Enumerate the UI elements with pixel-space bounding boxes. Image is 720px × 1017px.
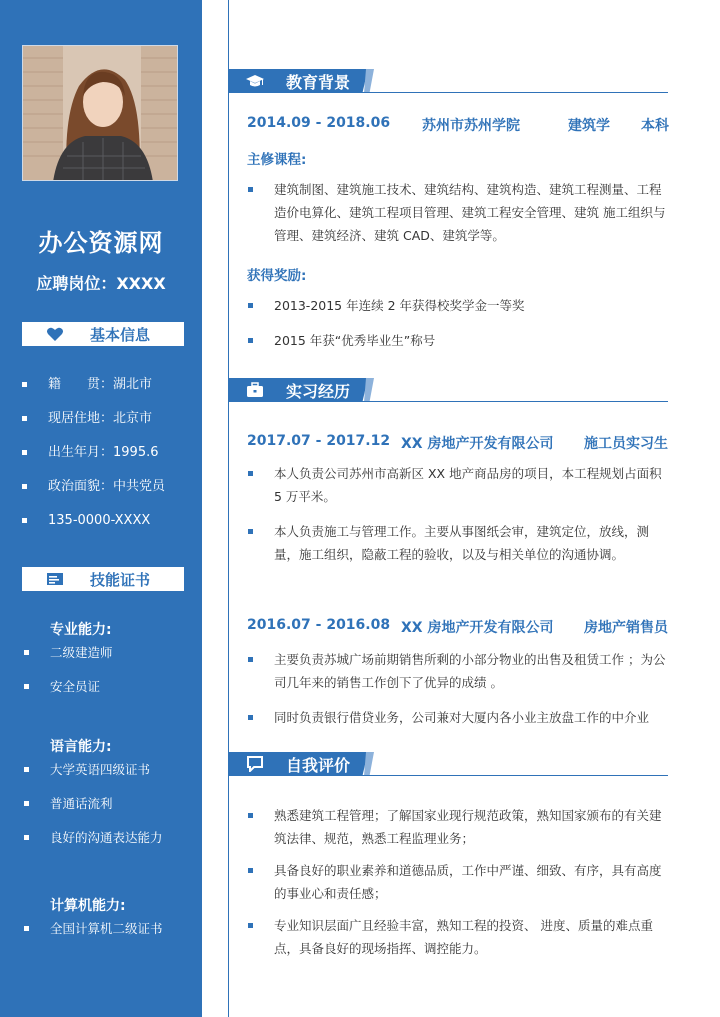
internship-section-header [228,378,374,402]
education-school: 苏州市苏州学院 [422,118,520,134]
sidebar [0,0,202,1017]
candidate-name: 办公资源网 [38,229,164,257]
self-eval-item: 具备良好的职业素养和道德品质，工作中严谨、细致、有序，具有高度的事业心和责任感； [247,859,673,905]
skills-banner [22,567,184,591]
education-divider [228,92,668,93]
job-period: 2017.07 - 2017.12 [247,433,391,449]
job-company: XX 房地产开发有限公司 [401,436,554,452]
courses-text: 建筑制图、建筑施工技术、建筑结构、建筑构造、建筑工程测量、工程造价电算化、建筑工程项目管理、建筑工程安全管理、建筑 施工组织与管理、建筑经济、建筑 CAD、建筑学等。 [247,178,673,247]
info-item-politics: 政治面貌：中共党员 [22,475,165,509]
duty-item: 同时负责银行借贷业务，公司兼对大厦内各小业主放盘工作的中介业 [247,706,673,729]
skill-item: 安全员证 [24,678,113,712]
courses-heading: 主修课程: [247,152,307,168]
job-2-duties [247,648,673,729]
skill-item: 普通话流利 [24,795,163,829]
skill-item: 大学英语四级证书 [24,761,163,795]
info-item-hometown: 籍 贯：湖北市 [22,373,165,407]
profile-photo [22,45,178,181]
skill-item: 良好的沟通表达能力 [24,829,163,863]
info-item-phone: 135-0000-XXXX [22,509,165,543]
skill-list-language [24,761,163,863]
job-role: 房地产销售员 [584,620,668,636]
duty-item: 本人负责公司苏州市高新区 XX 地产商品房的项目，本工程规划占面积 5 万平米。 [247,462,673,508]
job-role: 施工员实习生 [584,436,668,452]
duty-item: 主要负责苏城广场前期销售所剩的小部分物业的出售及租赁工作 ；为公司几年来的销售工作创下了优异的成绩 。 [247,648,673,694]
timeline-line [228,0,229,1017]
skill-list-professional [24,644,113,712]
applied-position: 应聘岗位：XXXX [36,274,166,293]
self-eval-item: 熟悉建筑工程管理；了解国家业现行规范政策，熟知国家颁布的有关建筑法律、规范，熟悉工程监理业务； [247,804,673,850]
award-item: 2015 年获“优秀毕业生”称号 [247,329,673,352]
skill-group-heading-language: 语言能力: [50,739,112,755]
awards-list [247,294,673,352]
self-eval-list [247,804,673,960]
skill-item: 全国计算机二级证书 [24,920,163,954]
skill-group-heading-computer: 计算机能力: [50,898,126,914]
internship-title: 实习经历 [286,382,351,401]
basic-info-title: 基本信息 [90,326,151,344]
skills-title: 技能证书 [90,571,151,589]
awards-heading: 获得奖励: [247,268,307,284]
self-eval-section-header [228,752,374,776]
skill-group-heading-professional: 专业能力: [50,622,112,638]
job-1-duties [247,462,673,566]
briefcase-icon [246,382,264,398]
info-item-birth: 出生年月：1995.6 [22,441,165,475]
info-item-residence: 现居住地：北京市 [22,407,165,441]
education-degree: 本科 [641,118,669,134]
education-major: 建筑学 [568,118,610,134]
internship-divider [228,401,668,402]
job-period: 2016.07 - 2016.08 [247,617,391,633]
graduation-cap-icon [246,73,264,89]
education-period: 2014.09 - 2018.06 [247,115,391,131]
courses-list [247,178,673,247]
skill-list-computer [24,920,163,954]
profile-photo-image [23,46,178,181]
certificate-icon [46,571,64,587]
heart-icon [46,326,64,342]
comment-icon [246,756,264,772]
job-company: XX 房地产开发有限公司 [401,620,554,636]
basic-info-banner [22,322,184,346]
basic-info-list [22,373,165,543]
duty-item: 本人负责施工与管理工作。主要从事图纸会审，建筑定位，放线，测量，施工组织，隐蔽工程的验收，以及与相关单位的沟通协调。 [247,520,673,566]
education-title: 教育背景 [286,73,351,92]
self-eval-title: 自我评价 [286,756,351,775]
award-item: 2013-2015 年连续 2 年获得校奖学金一等奖 [247,294,673,317]
self-eval-divider [228,775,668,776]
skill-item: 二级建造师 [24,644,113,678]
education-section-header [228,69,374,93]
self-eval-item: 专业知识层面广且经验丰富，熟知工程的投资、 进度、质量的难点重点，具备良好的现场指挥、调控能力。 [247,914,673,960]
